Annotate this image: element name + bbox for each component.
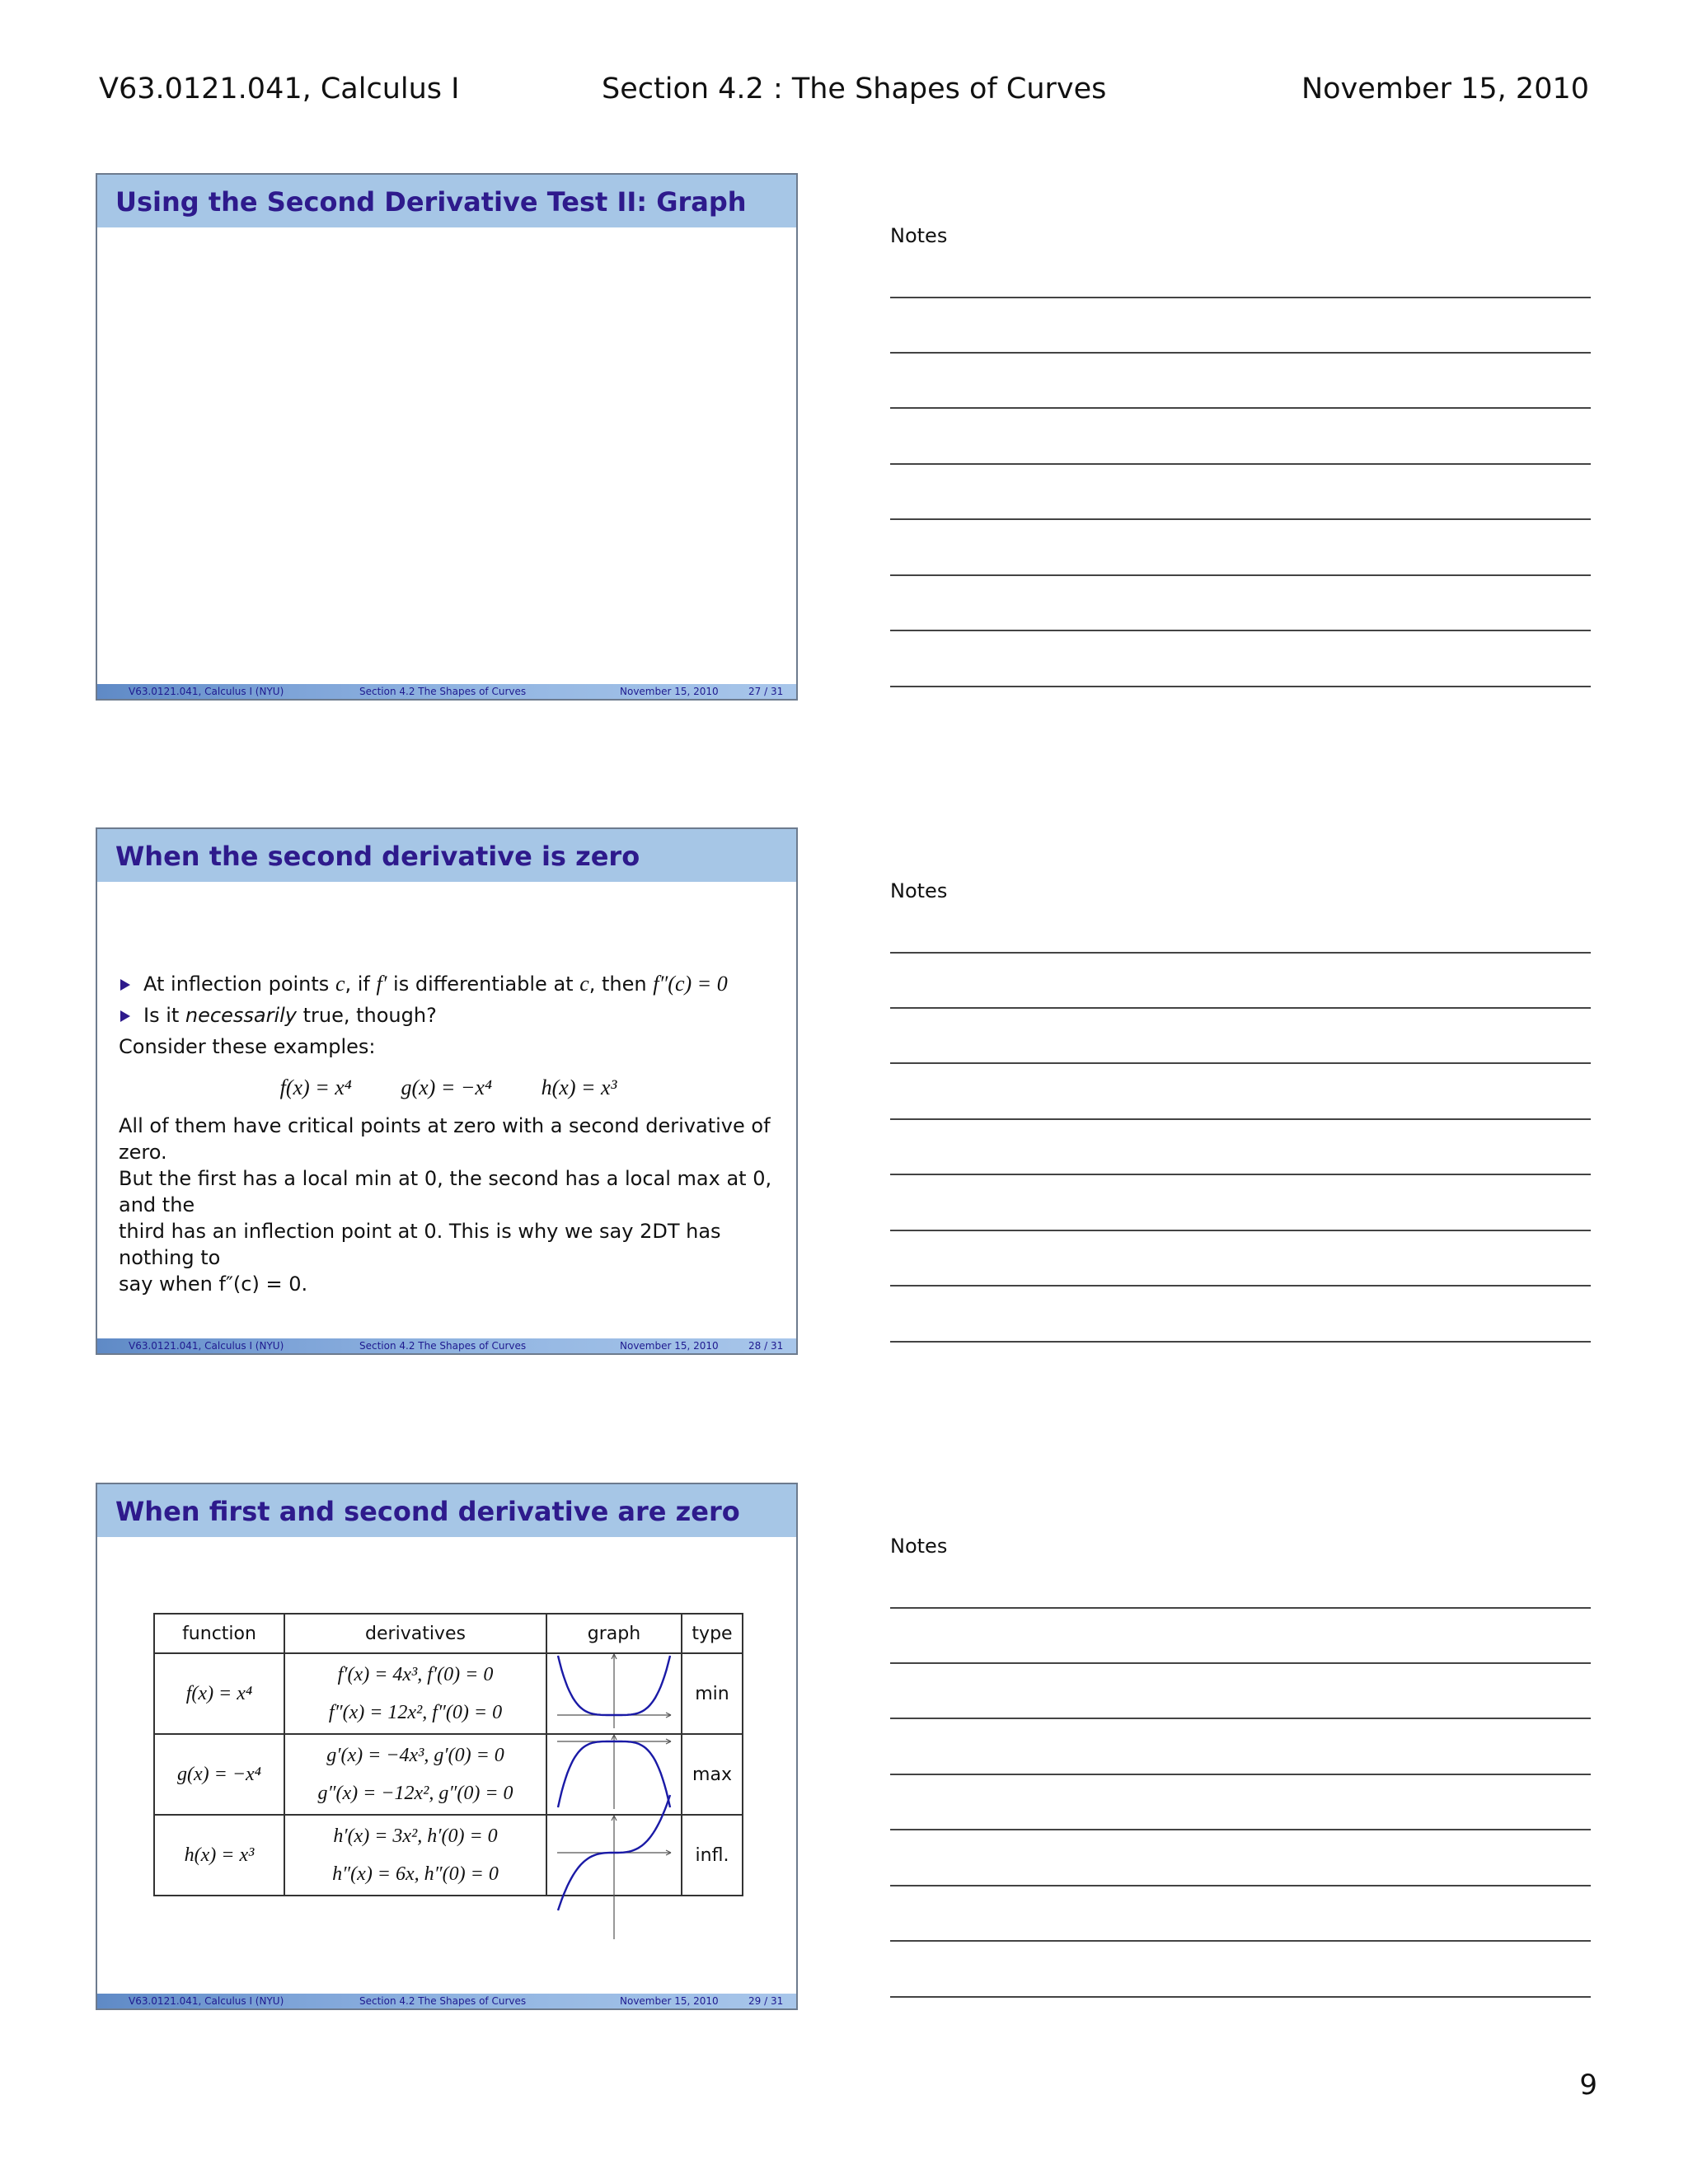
equation-f: f(x) = x⁴	[279, 1076, 352, 1099]
paragraph-line: But the first has a local min at 0, the second has a local max at 0, and the	[119, 1167, 772, 1216]
cell-function: f(x) = x⁴	[154, 1653, 284, 1734]
footer-course: V63.0121.041, Calculus I (NYU)	[129, 686, 284, 697]
slide-footer	[97, 1338, 796, 1353]
slide-footer	[97, 684, 796, 699]
slide-27	[96, 173, 798, 701]
slide-title-bar	[97, 829, 796, 882]
table-header-row	[154, 1614, 743, 1653]
bullet-item: Is it necessarily true, though?	[119, 1002, 778, 1029]
footer-page: 29 / 31	[748, 1995, 784, 2007]
cell-type: min	[682, 1653, 743, 1734]
note-line	[890, 297, 1591, 298]
note-line	[890, 1174, 1591, 1175]
col-header-derivatives: derivatives	[284, 1614, 546, 1653]
note-line	[890, 463, 1591, 465]
paragraph-line: third has an inflection point at 0. This is why we say 2DT has nothing to	[119, 1220, 721, 1269]
note-line	[890, 952, 1591, 954]
note-line	[890, 352, 1591, 354]
cell-graph	[546, 1815, 682, 1896]
bullet-item: At inflection points c, if f′ is differentiable at c, then f″(c) = 0	[119, 971, 778, 997]
note-line	[890, 1118, 1591, 1120]
cell-graph	[546, 1653, 682, 1734]
col-header-graph: graph	[546, 1614, 682, 1653]
graph-axes	[557, 1735, 671, 1809]
graph-axes	[557, 1816, 671, 1939]
paragraph-line: say when f″(c) = 0.	[119, 1272, 308, 1296]
note-line	[890, 1230, 1591, 1231]
note-line	[890, 407, 1591, 409]
cell-graph	[546, 1734, 682, 1815]
cell-derivatives: h′(x) = 3x², h′(0) = 0 h″(x) = 6x, h″(0) = 0	[284, 1815, 546, 1896]
cell-function: g(x) = −x⁴	[154, 1734, 284, 1815]
note-line	[890, 630, 1591, 631]
note-line	[890, 1774, 1591, 1775]
note-line	[890, 518, 1591, 520]
note-line	[890, 1662, 1591, 1664]
page-header	[99, 73, 1589, 114]
note-line	[890, 1285, 1591, 1286]
page-number: 9	[1579, 2069, 1597, 2102]
derivatives-table	[153, 1613, 743, 1896]
slide-title-bar	[97, 175, 796, 227]
cell-derivatives: f′(x) = 4x³, f′(0) = 0 f″(x) = 12x², f″(0) = 0	[284, 1653, 546, 1734]
cell-function: h(x) = x³	[154, 1815, 284, 1896]
cell-derivatives: g′(x) = −4x³, g′(0) = 0 g″(x) = −12x², g″(0) = 0	[284, 1734, 546, 1815]
table-row	[154, 1653, 743, 1734]
consider-text: Consider these examples:	[119, 1035, 376, 1058]
col-header-function: function	[154, 1614, 284, 1653]
graph-neg-x4	[552, 1735, 676, 1809]
footer-date: November 15, 2010	[620, 686, 719, 697]
header-date: November 15, 2010	[1301, 73, 1589, 105]
slide-title: When the second derivative is zero	[115, 841, 640, 872]
note-line	[890, 1607, 1591, 1609]
note-line	[890, 1885, 1591, 1886]
slide-28	[96, 827, 798, 1355]
note-line	[890, 1341, 1591, 1343]
footer-course: V63.0121.041, Calculus I (NYU)	[129, 1340, 284, 1352]
footer-page: 28 / 31	[748, 1340, 784, 1352]
footer-section: Section 4.2 The Shapes of Curves	[359, 686, 527, 697]
table-row	[154, 1734, 743, 1815]
header-course: V63.0121.041, Calculus I	[99, 73, 460, 105]
note-line	[890, 1718, 1591, 1719]
notes-label: Notes	[890, 879, 948, 902]
cell-type: infl.	[682, 1815, 743, 1896]
paragraph-line: All of them have critical points at zero with a second derivative of zero.	[119, 1114, 771, 1164]
notes-label: Notes	[890, 224, 948, 247]
table-row	[154, 1815, 743, 1896]
note-line	[890, 1062, 1591, 1064]
note-line	[890, 574, 1591, 576]
footer-section: Section 4.2 The Shapes of Curves	[359, 1995, 527, 2007]
example-equations	[119, 1075, 778, 1101]
slide-29	[96, 1483, 798, 2010]
footer-course: V63.0121.041, Calculus I (NYU)	[129, 1995, 284, 2007]
graph-x4	[552, 1654, 676, 1728]
footer-page: 27 / 31	[748, 686, 784, 697]
equation-h: h(x) = x³	[541, 1076, 617, 1099]
slide-title: Using the Second Derivative Test II: Graph	[115, 186, 747, 218]
col-header-type: type	[682, 1614, 743, 1653]
slide-title: When first and second derivative are zero	[115, 1496, 740, 1527]
graph-axes	[557, 1654, 671, 1728]
footer-section: Section 4.2 The Shapes of Curves	[359, 1340, 527, 1352]
note-line	[890, 1829, 1591, 1830]
header-section: Section 4.2 : The Shapes of Curves	[602, 73, 1107, 105]
equation-g: g(x) = −x⁴	[401, 1076, 492, 1099]
note-line	[890, 1996, 1591, 1998]
graph-x3	[552, 1816, 676, 1890]
note-line	[890, 1007, 1591, 1009]
slide-title-bar	[97, 1484, 796, 1537]
note-line	[890, 1940, 1591, 1942]
cell-type: max	[682, 1734, 743, 1815]
note-line	[890, 686, 1591, 687]
footer-date: November 15, 2010	[620, 1995, 719, 2007]
footer-date: November 15, 2010	[620, 1340, 719, 1352]
slide-body	[119, 971, 778, 1297]
explanation-paragraph	[119, 1113, 778, 1297]
notes-label: Notes	[890, 1535, 948, 1558]
slide-footer	[97, 1994, 796, 2008]
